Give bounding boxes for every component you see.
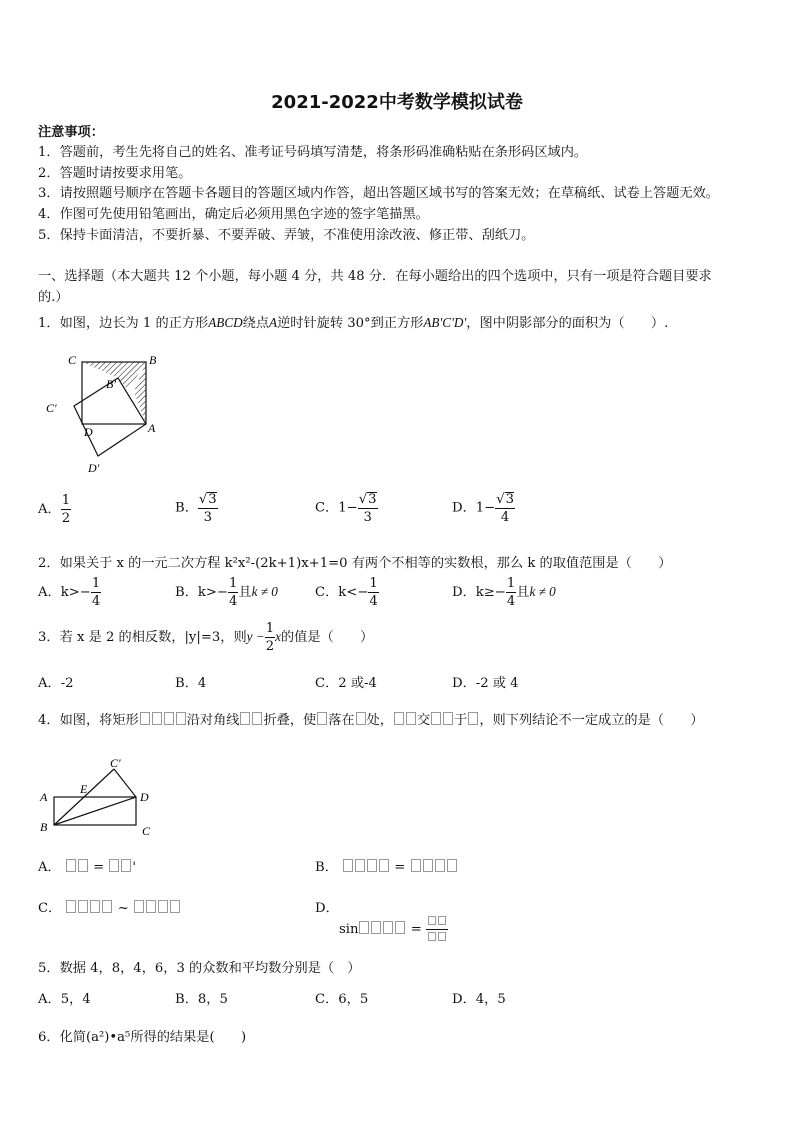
section-heading-line2: 的.）	[38, 290, 69, 305]
q3-option-b[interactable]: B．4	[175, 676, 207, 691]
fig1-label-a: A	[148, 421, 156, 435]
q5-option-b[interactable]: B．8，5	[175, 992, 228, 1007]
q4-option-d[interactable]: D． sin =	[315, 897, 448, 943]
q2-option-b[interactable]: B．k>− $\frac{1}{4}$ 且k ≠ 0	[175, 576, 278, 610]
fig1-label-d: D	[84, 425, 93, 439]
q3-option-d[interactable]: D．-2 或 4	[452, 676, 519, 691]
q4-option-a[interactable]: A． = '	[38, 860, 137, 875]
section-heading-line1: 一、选择题（本大题共 12 个小题，每小题 4 分，共 48 分．在每小题给出的四个选项中，只有一项是符合题目要求	[38, 269, 712, 284]
fig4-label-e: E	[80, 782, 88, 796]
q3-option-a[interactable]: A．-2	[38, 676, 74, 691]
q4-option-b[interactable]: B． =	[315, 856, 458, 875]
question-2-stem: 2．如果关于 x 的一元二次方程 k²x²-(2k+1)x+1=0 有两个不相等的实数根，那么 k 的取值范围是（ ）	[38, 556, 672, 571]
fig4-label-a: A	[40, 790, 48, 804]
note-item-1: 1．答题前，考生先将自己的姓名、准考证号码填写清楚，将条形码准确粘贴在条形码区域内。	[38, 145, 588, 160]
notes-heading: 注意事项：	[38, 125, 104, 140]
question-5-stem: 5．数据 4，8，4，6，3 的众数和平均数分别是（ ）	[38, 961, 361, 976]
page-title: 2021-2022中考数学模拟试卷	[271, 92, 523, 113]
question-3-stem: 3．若 x 是 2 的相反数，|y|=3，则y − $\frac{1}{2}$ x的值是（ ）	[38, 621, 374, 655]
q5-option-d[interactable]: D．4，5	[452, 992, 506, 1007]
q3-option-c[interactable]: C．2 或-4	[315, 676, 377, 691]
fig4-label-c-prime: C'	[110, 756, 121, 770]
fig4-label-c: C	[142, 824, 151, 838]
q5-option-c[interactable]: C．6，5	[315, 992, 369, 1007]
fig1-label-d-prime: D'	[88, 461, 100, 475]
q1-option-d[interactable]: D．1− $\frac{√3}{4}$	[452, 492, 515, 526]
q2-option-d[interactable]: D．k≥− $\frac{1}{4}$ 且k ≠ 0	[452, 576, 556, 610]
fig1-label-c-prime: C'	[46, 401, 57, 415]
note-item-2: 2．答题时请按要求用笔。	[38, 166, 192, 181]
note-item-4: 4．作图可先使用铅笔画出，确定后必须用黑色字迹的签字笔描黑。	[38, 207, 429, 222]
fig1-label-b-prime: B'	[106, 377, 116, 391]
question-6-stem: 6．化简(a²)•a⁵所得的结果是( )	[38, 1030, 247, 1045]
fig4-label-d: D	[140, 790, 149, 804]
q1-option-a[interactable]: A． $\frac{1}{2}$	[38, 493, 71, 527]
fig4-label-b: B	[40, 820, 48, 834]
note-item-3: 3．请按照题号顺序在答题卡各题目的答题区域内作答，超出答题区域书写的答案无效；在草稿纸、试卷上答题无效。	[38, 186, 719, 201]
q1-option-c[interactable]: C．1− $\frac{√3}{3}$	[315, 492, 377, 526]
question-1-figure	[38, 350, 178, 480]
q2-option-a[interactable]: A．k>− $\frac{1}{4}$	[38, 576, 101, 610]
q1-option-b[interactable]: B． $\frac{√3}{3}$	[175, 492, 217, 526]
note-item-5: 5．保持卡面清洁，不要折暴、不要弄破、弄皱，不准使用涂改液、修正带、刮纸刀。	[38, 228, 535, 243]
question-4-figure	[34, 755, 164, 840]
q2-option-c[interactable]: C．k<− $\frac{1}{4}$	[315, 576, 378, 610]
q4-option-c[interactable]: C． ~	[38, 897, 181, 916]
q5-option-a[interactable]: A．5，4	[38, 992, 91, 1007]
question-1-stem: 1．如图，边长为 1 的正方形ABCD绕点A逆时针旋转 30°到正方形AB'C'D'，图中阴影部分的面积为（ ）.	[38, 315, 669, 331]
fig1-label-c: C	[68, 353, 77, 367]
fig1-label-b: B	[149, 353, 157, 367]
question-4-stem: 4．如图，将矩形 沿对角线 折叠，使 落在 处， 交 于 ，则下列结论不一定成立的是（ ）	[38, 713, 704, 728]
